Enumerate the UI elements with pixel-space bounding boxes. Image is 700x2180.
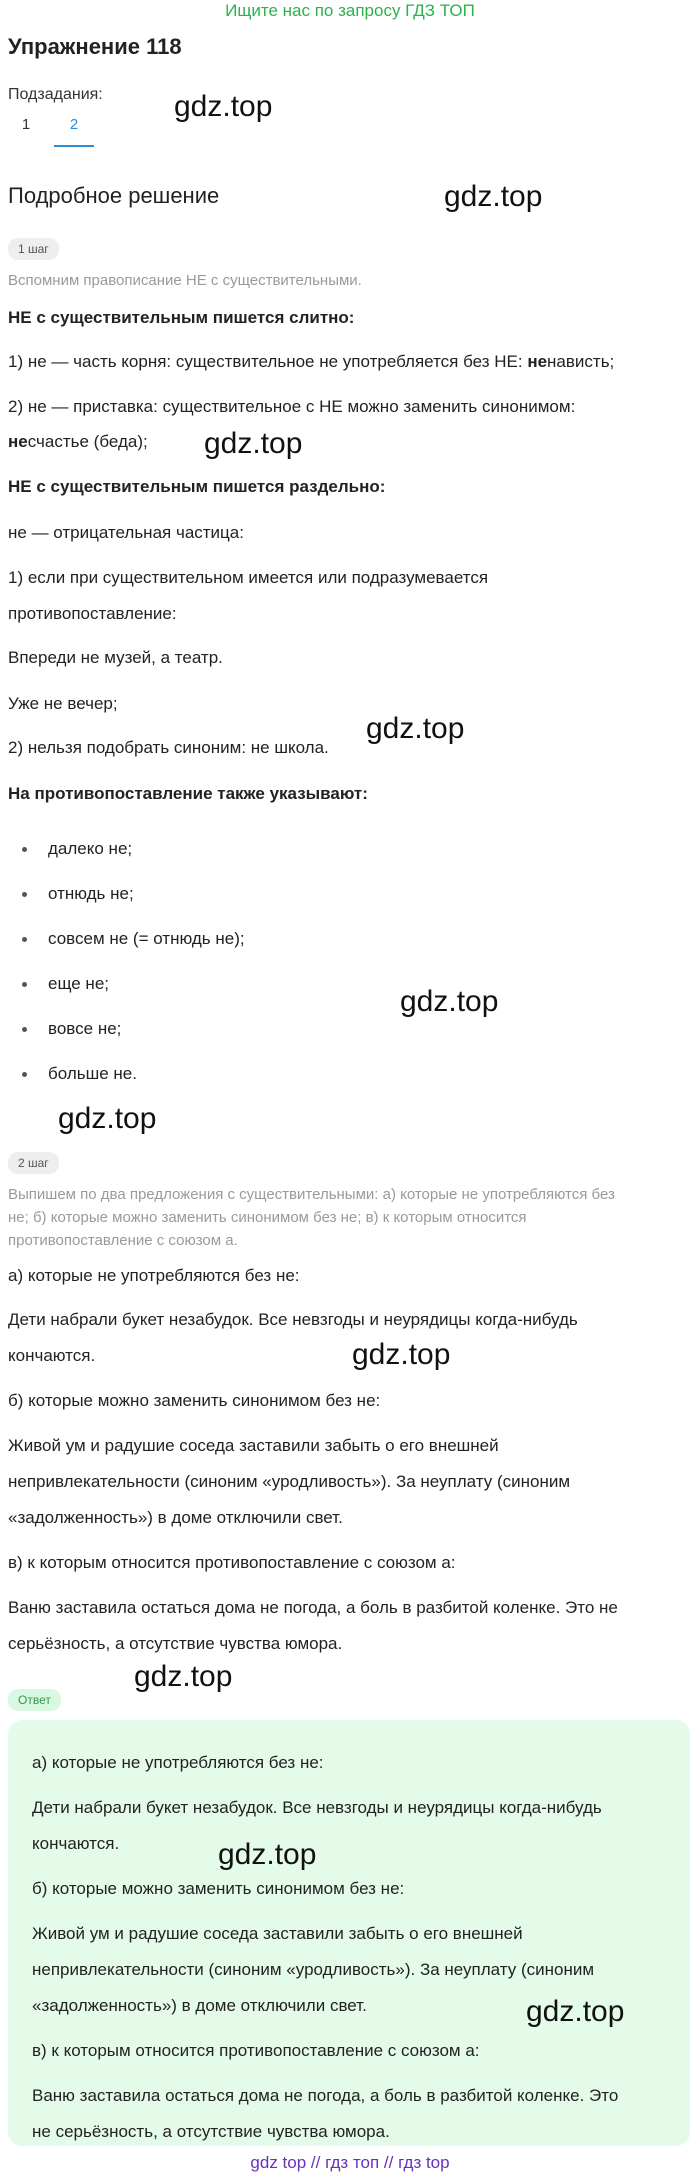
watermark: gdz.top — [174, 90, 273, 123]
rule-item: 2) не — приставка: существительное с НЕ можно заменить синонимом: — [8, 397, 576, 416]
watermark: gdz.top — [352, 1338, 451, 1371]
watermark: gdz.top — [58, 1102, 157, 1135]
answer-badge: Ответ — [8, 1689, 61, 1711]
watermark: gdz.top — [526, 1995, 625, 2028]
rule-item-bold: не — [8, 432, 28, 451]
list-item: вовсе не; — [26, 1017, 121, 1041]
watermark: gdz.top — [134, 1660, 233, 1693]
answer-text: Живой ум и радушие соседа заставили забыть о его внешней — [32, 1924, 523, 1943]
tab-subtask-1[interactable]: 1 — [21, 116, 31, 133]
answer-text: непривлекательности (синоним «уродливость»). За неуплату (синоним — [32, 1960, 595, 1979]
answer-text: Живой ум и радушие соседа заставили забыть о его внешней — [8, 1436, 499, 1455]
answer-text: серьёзность, а отсутствие чувства юмора. — [8, 1634, 343, 1653]
watermark: gdz.top — [366, 712, 465, 745]
answer-text: Ваню заставила остаться дома не погода, а боль в разбитой коленке. Это — [32, 2086, 619, 2105]
rule-item — [8, 344, 614, 380]
step-hint: Выпишем по два предложения с существительными: а) которые не употребляются без — [8, 1186, 615, 1203]
bullet-icon — [22, 937, 27, 942]
rule-heading: НЕ с существительным пишется раздельно: — [8, 477, 386, 496]
list-item: больше не. — [26, 1062, 137, 1086]
answer-text: «задолженность») в доме отключили свет. — [8, 1508, 343, 1527]
example: Уже не вечер; — [8, 694, 118, 713]
answer-text: кончаются. — [32, 1834, 120, 1853]
answer-text: Дети набрали букет незабудок. Все невзгоды и неурядицы когда-нибудь — [32, 1798, 602, 1817]
answer-text: кончаются. — [8, 1346, 96, 1365]
rule-item-rest: нависть; — [547, 352, 615, 371]
subtasks-label: Подзадания: — [8, 86, 103, 103]
step-hint: противопоставление с союзом а. — [8, 1232, 238, 1249]
list-item: еще не; — [26, 972, 109, 996]
bullet-icon — [22, 847, 27, 852]
rule-item-rest: счастье (беда); — [27, 432, 148, 451]
answer-label: в) к которым относится противопоставление с союзом а: — [8, 1553, 456, 1572]
watermark: gdz.top — [218, 1838, 317, 1871]
watermark: gdz.top — [400, 985, 499, 1018]
bullet-icon — [22, 1072, 27, 1077]
rule-item-text: 1) не — часть корня: существительное не употребляется без НЕ: — [8, 352, 528, 371]
bullet-icon — [22, 982, 27, 987]
example: Впереди не музей, а театр. — [8, 648, 223, 667]
footer-links[interactable]: gdz top // гдз топ // гдз top — [250, 2153, 450, 2172]
list-item: совсем не (= отнюдь не); — [26, 927, 245, 951]
answer-label: а) которые не употребляются без не: — [8, 1266, 300, 1285]
rule-item-bold: не — [527, 352, 548, 371]
rule-heading: НЕ с существительным пишется слитно: — [8, 308, 355, 327]
answer-label: б) которые можно заменить синонимом без не: — [8, 1391, 381, 1410]
answer-label: б) которые можно заменить синонимом без не: — [32, 1879, 405, 1898]
list-item: далеко не; — [26, 837, 132, 861]
answer-text: «задолженность») в доме отключили свет. — [32, 1996, 367, 2015]
rule-item-cont — [8, 424, 148, 460]
answer-label: в) к которым относится противопоставление с союзом а: — [32, 2041, 480, 2060]
promo-banner[interactable]: Ищите нас по запросу ГДЗ ТОП — [225, 1, 475, 20]
active-tab-indicator — [54, 145, 94, 147]
answer-text: непривлекательности (синоним «уродливость»). За неуплату (синоним — [8, 1472, 571, 1491]
rule-heading: На противопоставление также указывают: — [8, 784, 368, 803]
step-badge: 2 шаг — [8, 1152, 59, 1174]
answer-text: Ваню заставила остаться дома не погода, а боль в разбитой коленке. Это не — [8, 1598, 618, 1617]
answer-label: а) которые не употребляются без не: — [32, 1753, 324, 1772]
answer-text: не серьёзность, а отсутствие чувства юмора. — [32, 2122, 390, 2141]
step-badge: 1 шаг — [8, 238, 59, 260]
rule-item: 1) если при существительном имеется или подразумевается — [8, 568, 489, 587]
step-hint: не; б) которые можно заменить синонимом без не; в) к которым относится — [8, 1209, 527, 1226]
list-item: отнюдь не; — [26, 882, 134, 906]
solution-title: Подробное решение — [8, 183, 220, 208]
answer-text: Дети набрали букет незабудок. Все невзгоды и неурядицы когда-нибудь — [8, 1310, 578, 1329]
page-title: Упражнение 118 — [8, 34, 182, 59]
tab-subtask-2[interactable]: 2 — [69, 116, 79, 133]
bullet-icon — [22, 1027, 27, 1032]
step-hint: Вспомним правописание НЕ с существительными. — [8, 272, 362, 289]
rule-item: 2) нельзя подобрать синоним: не школа. — [8, 738, 329, 757]
rule-item-cont: противопоставление: — [8, 604, 177, 623]
watermark: gdz.top — [444, 180, 543, 213]
rule-text: не — отрицательная частица: — [8, 523, 244, 542]
bullet-icon — [22, 892, 27, 897]
watermark: gdz.top — [204, 427, 303, 460]
